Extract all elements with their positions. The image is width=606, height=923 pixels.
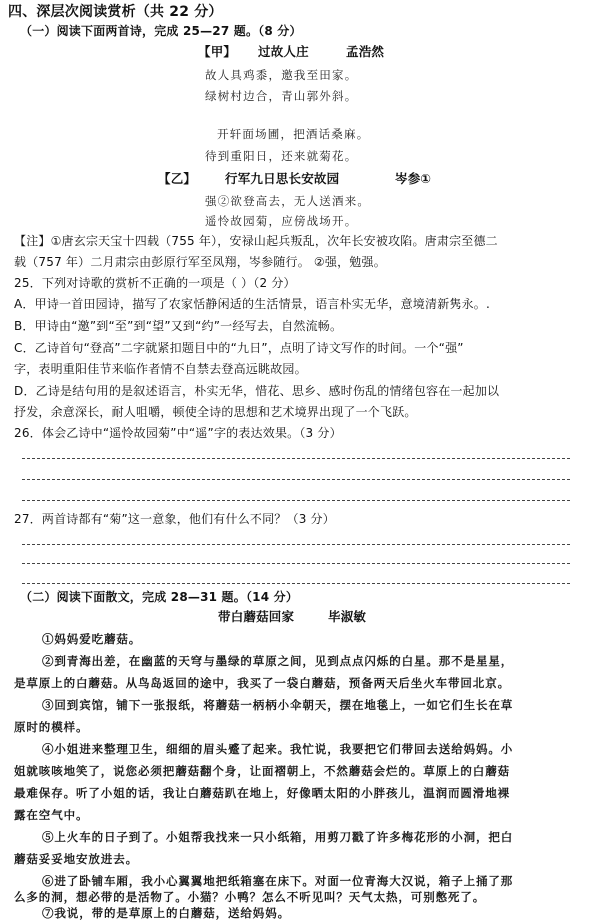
essay-line: 原时的模样。	[14, 720, 89, 734]
poem-yi-title: 行军九日思长安故园	[225, 171, 340, 186]
poem-jia-line: 故人具鸡黍，邀我至田家。	[205, 68, 358, 82]
q25-option-c-cont: 字，表明重阳佳节来临作者情不自禁去登高远眺故园。	[14, 362, 307, 376]
note-line: 载（757 年）二月肃宗由彭原行军至凤翔，岑参随行。 ②强，勉强。	[14, 255, 386, 269]
essay-line: 么多的洞，想必带的是活物了。小猫？小鸭？怎么不听见叫？天气太热，可别憋死了。	[14, 890, 486, 904]
answer-line[interactable]	[22, 544, 570, 545]
poem-yi-tag: 【乙】	[158, 171, 197, 186]
q25-option-d: D．乙诗是结句用的是叙述语言，朴实无华，惜花、思乡、感时伤乱的情绪包容在一起加以	[14, 384, 500, 398]
essay-line: ⑤上火车的日子到了。小姐帮我找来一只小纸箱，用剪刀戳了许多梅花形的小洞，把白	[42, 830, 514, 844]
q25-option-c: C．乙诗首句“登高”二字就紧扣题目中的“九日”，点明了诗文写作的时间。一个“强”	[14, 341, 464, 355]
question-25: 25．下列对诗歌的赏析不正确的一项是（ ）（2 分）	[14, 276, 296, 290]
poem-jia-author: 孟浩然	[346, 44, 385, 59]
poem-yi-line: 强②欲登高去，无人送酒来。	[205, 194, 371, 208]
part1-heading: （一）阅读下面两首诗，完成 25—27 题。（8 分）	[20, 24, 302, 38]
essay-line: 最难保存。听了小姐的话，我让白蘑菇趴在地上，好像晒太阳的小胖孩儿，温润而圆滑地裸	[14, 786, 510, 800]
answer-line[interactable]	[22, 583, 570, 584]
essay-line: 蘑菇妥妥地安放进去。	[14, 852, 138, 866]
poem-jia-line: 开轩面场圃，把酒话桑麻。	[217, 127, 370, 141]
q25-option-d-cont: 抒发，余意深长，耐人咀嚼，顿使全诗的思想和艺术境界出现了一个飞跃。	[14, 405, 417, 419]
essay-line: ⑦我说，带的是草原上的白蘑菇，送给妈妈。	[42, 906, 290, 920]
essay-line: 姐就咳咳地笑了，说您必须把蘑菇翻个身，让面褶朝上，不然蘑菇会烂的。草原上的白蘑菇	[14, 764, 510, 778]
essay-line: ①妈妈爱吃蘑菇。	[42, 632, 142, 646]
note-line: 【注】①唐玄宗天宝十四载（755 年），安禄山起兵叛乱，次年长安被攻陷。唐肃宗至德二	[14, 234, 498, 248]
essay-line: ②到青海出差，在幽蓝的天穹与墨绿的草原之间，见到点点闪烁的白星。那不是星星，	[42, 654, 514, 668]
section-heading: 四、深层次阅读赏析（共 22 分）	[8, 4, 223, 20]
poem-jia-line: 绿树村边合，青山郭外斜。	[205, 89, 358, 103]
essay-line: 露在空气中。	[14, 808, 89, 822]
essay-line: 是草原上的白蘑菇。从鸟岛返回的途中，我买了一袋白蘑菇，预备两天后坐火车带回北京。	[14, 676, 510, 690]
poem-jia-tag: 【甲】	[198, 44, 237, 59]
part2-heading: （二）阅读下面散文，完成 28—31 题。（14 分）	[20, 590, 299, 604]
poem-jia-title: 过故人庄	[258, 44, 309, 59]
essay-line: ⑥进了卧铺车厢，我小心翼翼地把纸箱塞在床下。对面一位青海大汉说，箱子上捅了那	[42, 874, 514, 888]
answer-line[interactable]	[22, 458, 570, 459]
question-27: 27．两首诗都有“菊”这一意象，他们有什么不同？（3 分）	[14, 512, 335, 526]
poem-yi-line: 遥怜故园菊，应傍战场开。	[205, 214, 358, 228]
essay-line: ③回到宾馆，铺下一张报纸，将蘑菇一柄柄小伞朝天，摆在地毯上，一如它们生长在草	[42, 698, 514, 712]
essay-line: ④小姐进来整理卫生，细细的眉头蹙了起来。我忙说，我要把它们带回去送给妈妈。小	[42, 742, 514, 756]
answer-line[interactable]	[22, 479, 570, 480]
answer-line[interactable]	[22, 563, 570, 564]
q25-option-b: B．甲诗由“邀”到“至”到“望”又到“约”一经写去，自然流畅。	[14, 319, 343, 333]
essay-title: 带白蘑菇回家	[218, 609, 295, 624]
question-26: 26．体会乙诗中“遥怜故园菊”中“遥”字的表达效果。（3 分）	[14, 426, 342, 440]
answer-line[interactable]	[22, 500, 570, 501]
q25-option-a: A．甲诗一首田园诗，描写了农家恬静闲适的生活情景，语言朴实无华，意境清新隽永。.	[14, 297, 491, 311]
poem-yi-author: 岑参①	[395, 171, 432, 186]
poem-jia-line: 待到重阳日，还来就菊花。	[205, 149, 358, 163]
essay-author: 毕淑敏	[328, 609, 367, 624]
